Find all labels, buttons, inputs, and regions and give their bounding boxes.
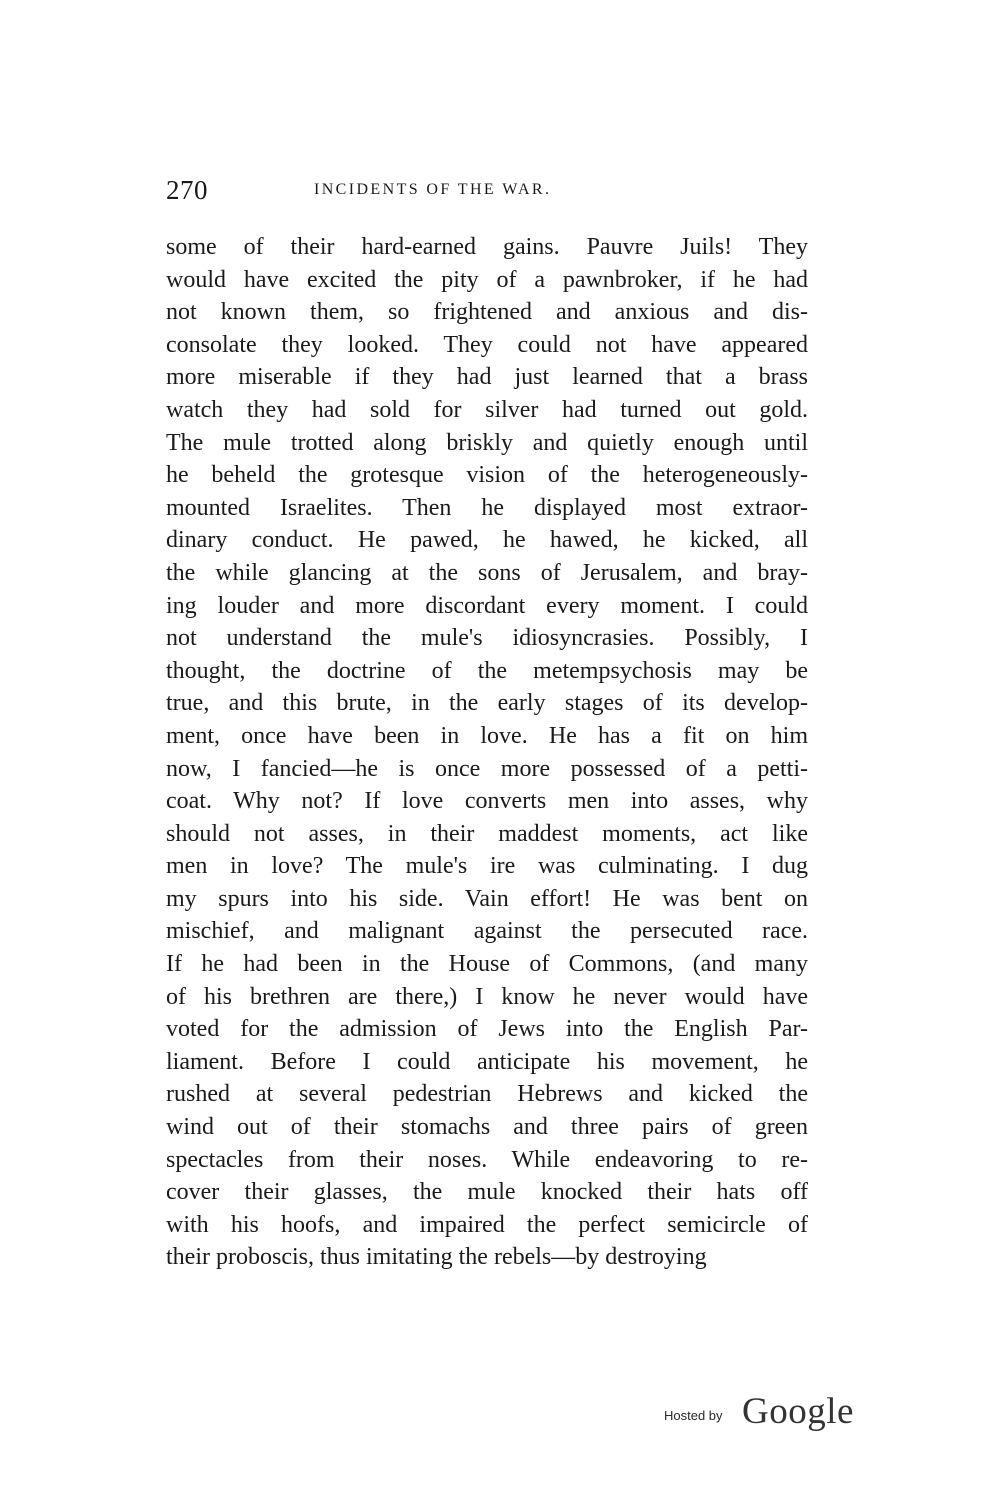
hosted-by-label: Hosted by	[664, 1408, 723, 1423]
text-line: consolate they looked. They could not have appeared	[166, 331, 808, 358]
text-line: thought, the doctrine of the metempsychosis may be	[166, 657, 808, 684]
page-number: 270	[166, 175, 208, 205]
text-line: spectacles from their noses. While endeavoring to re-	[166, 1146, 808, 1173]
text-line: more miserable if they had just learned that a brass	[166, 364, 808, 391]
text-line: should not asses, in their maddest moments, act like	[166, 820, 808, 847]
text-line: liament. Before I could anticipate his movement, he	[166, 1048, 808, 1075]
text-line: men in love? The mule's ire was culminating. I dug	[166, 853, 808, 880]
text-line: mounted Israelites. Then he displayed most extraor-	[166, 494, 808, 521]
text-line: rushed at several pedestrian Hebrews and kicked the	[166, 1081, 808, 1108]
text-line: with his hoofs, and impaired the perfect semicircle of	[166, 1211, 808, 1238]
text-line: my spurs into his side. Vain effort! He was bent on	[166, 885, 808, 912]
text-line: would have excited the pity of a pawnbroker, if he had	[166, 266, 808, 293]
text-line: If he had been in the House of Commons, (and many	[166, 951, 808, 978]
text-line: watch they had sold for silver had turned out gold.	[166, 396, 808, 423]
text-line: coat. Why not? If love converts men into asses, why	[166, 788, 808, 815]
text-line: The mule trotted along briskly and quietly enough until	[166, 429, 808, 456]
hosted-by-watermark	[664, 1390, 874, 1440]
text-line: their proboscis, thus imitating the rebels—by destroying	[166, 1244, 707, 1271]
text-line: dinary conduct. He pawed, he hawed, he kicked, all	[166, 527, 808, 554]
running-head: INCIDENTS OF THE WAR.	[314, 181, 552, 198]
page-header	[166, 172, 808, 212]
text-line: not understand the mule's idiosyncrasies. Possibly, I	[166, 625, 808, 652]
text-line: some of their hard-earned gains. Pauvre Juils! They	[166, 234, 808, 260]
text-line: of his brethren are there,) I know he never would have	[166, 983, 808, 1010]
text-line: true, and this brute, in the early stages of its develop-	[166, 690, 808, 717]
text-line: now, I fancied—he is once more possessed of a petti-	[166, 755, 808, 782]
body-text	[166, 231, 808, 1274]
text-line: ing louder and more discordant every moment. I could	[166, 592, 808, 619]
google-logo: Google	[742, 1391, 854, 1432]
text-line: he beheld the grotesque vision of the heterogeneously-	[166, 462, 808, 489]
text-line: voted for the admission of Jews into the English Par-	[166, 1016, 808, 1043]
text-line: not known them, so frightened and anxious and dis-	[166, 299, 808, 326]
text-line: ment, once have been in love. He has a fit on him	[166, 722, 808, 749]
text-line: mischief, and malignant against the persecuted race.	[166, 918, 808, 945]
text-line: cover their glasses, the mule knocked their hats off	[166, 1179, 808, 1206]
text-line: the while glancing at the sons of Jerusalem, and bray-	[166, 559, 808, 586]
text-line: wind out of their stomachs and three pairs of green	[166, 1114, 808, 1141]
